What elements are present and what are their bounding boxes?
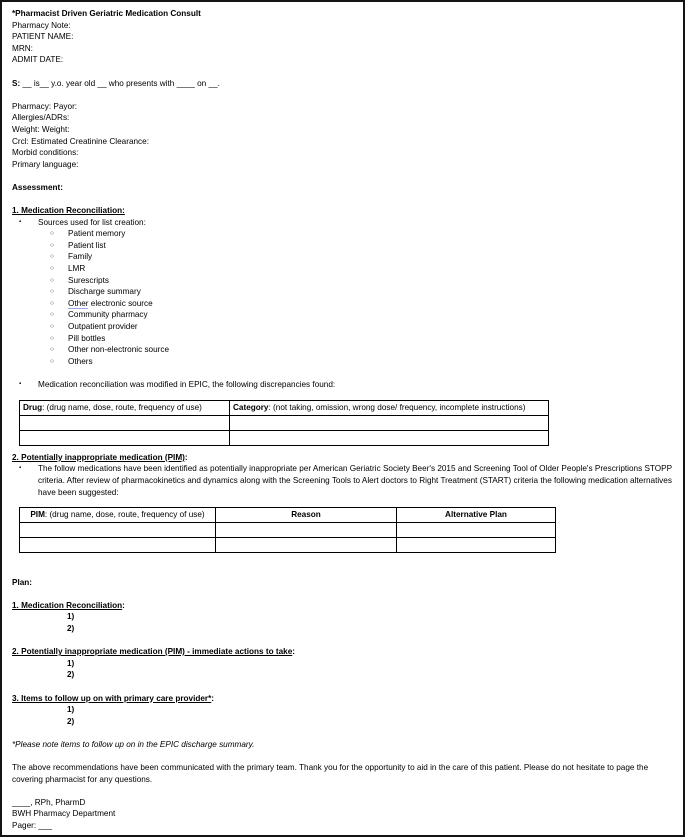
discrepancy-table — [19, 400, 549, 446]
source-patient-list: Patient list — [68, 240, 106, 250]
plan-section2-item-1[interactable]: 1) — [67, 658, 75, 668]
table-row[interactable] — [20, 538, 556, 553]
signature-name: ____, RPh, PharmD — [12, 797, 86, 807]
table-cell-pim-2[interactable] — [20, 538, 216, 553]
spacer — [12, 170, 673, 182]
plan-section1-heading — [12, 600, 673, 612]
table-header-drug — [20, 400, 230, 415]
header-field-patient-name: PATIENT NAME: — [12, 32, 74, 42]
footnote: *Please note items to follow up on in the EPIC discharge summary. — [12, 739, 255, 749]
square-bullet-icon: ▪ — [19, 465, 22, 472]
source-patient-memory: Patient memory — [68, 229, 126, 239]
source-other-electronic-source — [68, 298, 673, 310]
circle-bullet-icon: ○ — [50, 346, 54, 354]
square-bullet-icon: ▪ — [19, 218, 22, 225]
subjective-line — [12, 78, 673, 90]
table-header-pim — [20, 508, 216, 523]
circle-bullet-icon: ○ — [50, 265, 54, 273]
spacer — [12, 785, 673, 797]
list-item — [12, 356, 673, 368]
section1-sources-label: Sources used for list creation: — [38, 217, 146, 227]
demographic-primary-language: Primary language: — [12, 159, 79, 169]
circle-bullet-icon: ○ — [50, 299, 54, 307]
section2-heading-text: 2. Potentially inappropriate medication (PIM) — [12, 452, 185, 462]
demographic-allergies: Allergies/ADRs: — [12, 113, 70, 123]
spacer — [12, 553, 673, 565]
demographic-weight: Weight: Weight: — [12, 124, 70, 134]
source-other-non-electronic-source: Other non-electronic source — [68, 345, 170, 355]
circle-bullet-icon: ○ — [50, 323, 54, 331]
table-header-pim-label: PIM — [30, 510, 45, 520]
plan-section3-heading-text: 3. Items to follow up on with primary care provider* — [12, 693, 212, 703]
table-row[interactable] — [20, 430, 549, 445]
source-lmr: LMR — [68, 264, 86, 274]
spacer — [12, 194, 673, 206]
discrepancy-text: Medication reconciliation was modified in EPIC, the following discrepancies found: — [38, 380, 336, 389]
demographic-pharmacy-payor: Pharmacy: Payor: — [12, 101, 78, 111]
list-item — [12, 309, 673, 321]
spacer — [12, 66, 673, 78]
table-header-reason: Reason — [216, 508, 397, 523]
spacer — [12, 391, 673, 397]
table-cell-category-2[interactable] — [230, 430, 549, 445]
header-field-pharmacy-note: Pharmacy Note: — [12, 20, 71, 30]
header-field-admit-date: ADMIT DATE: — [12, 55, 64, 65]
table-header-drug-desc: : (drug name, dose, route, frequency of use) — [42, 402, 202, 412]
signature-pager: Pager: ___ — [12, 821, 53, 831]
table-header-row — [20, 508, 556, 523]
spacer — [12, 367, 673, 379]
spacer — [12, 89, 673, 101]
subjective-text: __ is__ y.o. year old __ who presents with ____ on __. — [20, 78, 220, 88]
table-cell-pim-1[interactable] — [20, 523, 216, 538]
spacer — [12, 635, 673, 647]
circle-bullet-icon: ○ — [50, 288, 54, 296]
table-row[interactable] — [20, 523, 556, 538]
table-header-pim-desc: : (drug name, dose, route, frequency of use) — [44, 510, 205, 520]
table-cell-drug-1[interactable] — [20, 415, 230, 430]
section1-heading-text: 1. Medication Reconciliation: — [12, 206, 125, 216]
plan-section1-item-2[interactable]: 2) — [67, 623, 75, 633]
plan-heading: Plan: — [12, 577, 33, 587]
circle-bullet-icon: ○ — [50, 311, 54, 319]
list-item — [12, 275, 673, 287]
subjective-label: S: — [12, 78, 21, 88]
table-cell-drug-2[interactable] — [20, 430, 230, 445]
demographic-crcl: Crcl: Estimated Creatinine Clearance: — [12, 136, 149, 146]
source-others: Others — [68, 356, 93, 366]
list-item — [12, 263, 673, 275]
signature-block — [12, 797, 673, 832]
spacer — [12, 588, 673, 600]
section1-heading — [12, 205, 673, 217]
source-other-electronic-rest: electronic source — [88, 298, 153, 308]
plan-section3-heading-colon: : — [211, 693, 215, 703]
source-surescripts: Surescripts — [68, 275, 109, 285]
spacer — [12, 498, 673, 504]
circle-bullet-icon: ○ — [50, 253, 54, 261]
plan-section3-item-2[interactable]: 2) — [67, 716, 75, 726]
plan-section2-heading-colon: : — [292, 647, 295, 657]
spacer — [12, 750, 673, 762]
table-header-drug-label: Drug — [23, 402, 43, 412]
section2-heading — [12, 452, 673, 464]
plan-section1-heading-colon: : — [122, 600, 125, 610]
section1-sources-bullet — [12, 217, 673, 229]
list-item — [12, 286, 673, 298]
spacer — [12, 565, 673, 577]
plan-section1-item-1[interactable]: 1) — [67, 612, 75, 622]
pim-table — [19, 507, 556, 553]
plan-section3-heading — [12, 693, 673, 705]
spacer — [12, 681, 673, 693]
plan-section2-heading — [12, 646, 673, 658]
assessment-heading: Assessment: — [12, 182, 63, 192]
discrepancy-bullet — [12, 379, 673, 391]
table-header-category-desc: : (not taking, omission, wrong dose/ frequency, incomplete instructions) — [268, 402, 526, 412]
source-family: Family — [68, 252, 93, 262]
table-cell-alternative-1[interactable] — [397, 523, 556, 538]
demographic-morbid-conditions: Morbid conditions: — [12, 148, 79, 158]
table-header-row — [20, 400, 549, 415]
circle-bullet-icon: ○ — [50, 357, 54, 365]
source-pill-bottles: Pill bottles — [68, 333, 106, 343]
table-header-alternative-plan: Alternative Plan — [397, 508, 556, 523]
document-title: *Pharmacist Driven Geriatric Medication Consult — [12, 9, 201, 18]
table-cell-reason-2[interactable] — [216, 538, 397, 553]
spacer — [12, 727, 673, 739]
source-outpatient-provider: Outpatient provider — [68, 322, 138, 332]
table-cell-reason-1[interactable] — [216, 523, 397, 538]
circle-bullet-icon: ○ — [50, 230, 54, 238]
section2-heading-colon: : — [184, 452, 188, 462]
list-item — [12, 344, 673, 356]
circle-bullet-icon: ○ — [50, 334, 54, 342]
plan-section2-heading-text: 2. Potentially inappropriate medication (PIM) - immediate actions to take — [12, 647, 293, 657]
plan-section3-item-1[interactable]: 1) — [67, 705, 75, 715]
table-header-category-label: Category — [233, 402, 269, 412]
circle-bullet-icon: ○ — [50, 241, 54, 249]
source-discharge-summary: Discharge summary — [68, 287, 141, 297]
table-row[interactable] — [20, 415, 549, 430]
list-item — [12, 298, 673, 310]
header-field-mrn: MRN: — [12, 43, 33, 53]
square-bullet-icon: ▪ — [19, 381, 22, 387]
document-body — [2, 2, 683, 832]
list-item — [12, 251, 673, 263]
table-header-category — [230, 400, 549, 415]
signature-department: BWH Pharmacy Department — [12, 809, 116, 819]
list-item — [12, 228, 673, 240]
section2-paragraph-bullet — [12, 463, 673, 498]
circle-bullet-icon: ○ — [50, 276, 54, 284]
spellcheck-flagged-word: Other — [68, 298, 89, 308]
table-cell-category-1[interactable] — [230, 415, 549, 430]
section2-paragraph: The follow medications have been identified as potentially inappropriate per American Geriatric Society Beer's 2015 and Screening Tool of Older People's Prescriptions STOPP criteria. After review of pharmacokinetics and dynamics along with the Screening Tools to Alert doctors to Right Treatment (START) criteria the following medication alternatives have been suggested: — [38, 464, 672, 497]
list-item — [12, 240, 673, 252]
plan-section2-item-2[interactable]: 2) — [67, 670, 75, 680]
source-community-pharmacy: Community pharmacy — [68, 310, 148, 320]
list-item — [12, 333, 673, 345]
table-cell-alternative-2[interactable] — [397, 538, 556, 553]
plan-section1-heading-text: 1. Medication Reconciliation — [12, 600, 123, 610]
closing-paragraph: The above recommendations have been communicated with the primary team. Thank you for the opportunity to aid in the care of this patient. Please do not hesitate to page the covering pharmacist for any questions. — [12, 763, 651, 784]
list-item — [12, 321, 673, 333]
